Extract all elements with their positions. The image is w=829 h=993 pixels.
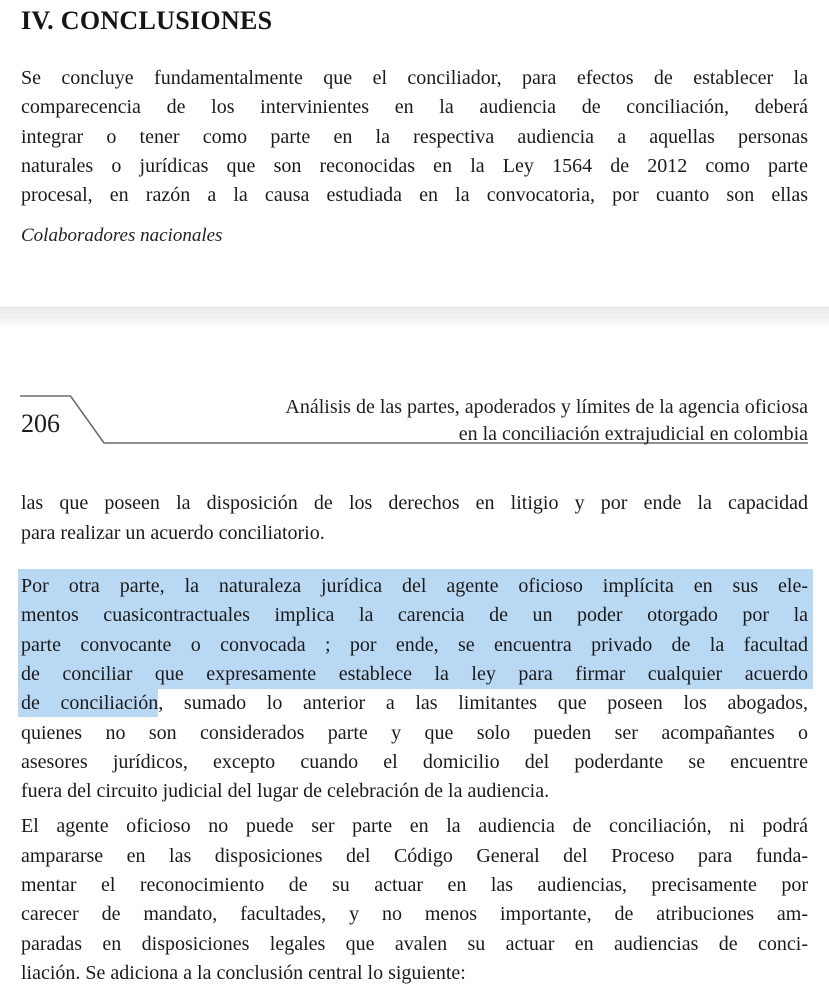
highlighted-text: de conciliación xyxy=(18,688,158,717)
text-line xyxy=(21,930,808,959)
highlighted-text: de conciliar que expresamente establece la ley para firmar cualquier acuerdo xyxy=(21,662,808,685)
text-line xyxy=(18,631,813,660)
page-scan-seam xyxy=(0,307,829,328)
text-line xyxy=(18,601,813,630)
text-segment: El agente oficioso no puede ser parte en la audiencia de conciliación, ni podrá xyxy=(21,815,808,838)
text-segment: ampararse en las disposiciones del Código General del Proceso para funda- xyxy=(21,844,808,867)
caption-colaboradores: Colaboradores nacionales xyxy=(21,225,223,247)
running-title xyxy=(285,394,808,447)
text-segment: para realizar un acuerdo conciliatorio. xyxy=(21,521,325,544)
text-line xyxy=(21,123,808,152)
text-line xyxy=(21,489,808,518)
text-line xyxy=(21,719,808,748)
text-line xyxy=(21,959,808,988)
text-segment: procesal, en razón a la causa estudiada en la convocatoria, por cuanto son ellas xyxy=(21,184,808,207)
text-line xyxy=(21,689,808,718)
text-segment: integrar o tener como parte en la respectiva audiencia a aquellas personas xyxy=(21,125,808,148)
page-number: 206 xyxy=(21,409,60,439)
text-segment: paradas en disposiciones legales que avalen su actuar en audiencias de conci- xyxy=(21,932,808,955)
text-segment: comparecencia de los intervinientes en la audiencia de conciliación, deberá xyxy=(21,96,808,119)
text-line xyxy=(18,569,813,601)
paragraph-continuation xyxy=(21,489,808,548)
running-header-block xyxy=(21,394,808,446)
text-segment: Se concluye fundamentalmente que el conciliador, para efectos de establecer la xyxy=(21,67,808,89)
highlighted-text: mentos cuasicontractuales implica la carencia de un poder otorgado por la xyxy=(21,604,808,627)
text-line xyxy=(21,519,808,548)
page-heading: IV. CONCLUSIONES xyxy=(21,6,273,35)
running-title-line1: Análisis de las partes, apoderados y límites de la agencia oficiosa xyxy=(285,396,808,419)
text-segment: naturales o jurídicas que son reconocidas en la Ley 1564 de 2012 como parte xyxy=(21,154,808,177)
text-line xyxy=(21,842,808,871)
text-segment: fuera del circuito judicial del lugar de celebración de la audiencia. xyxy=(21,780,550,803)
text-segment: liación. Se adiciona a la conclusión central lo siguiente: xyxy=(21,961,466,984)
text-segment: las que poseen la disposición de los derechos en litigio y por ende la capacidad xyxy=(21,492,808,515)
text-segment: asesores jurídicos, excepto cuando el domicilio del poderdante se encuentre xyxy=(21,750,808,773)
text-line xyxy=(21,777,808,806)
highlighted-text: parte convocante o convocada ; por ende, se encuentra privado de la facultad xyxy=(21,633,808,656)
text-line xyxy=(21,181,808,210)
text-segment: carecer de mandato, facultades, y no menos importante, de atribuciones am- xyxy=(21,903,808,926)
text-segment: quienes no son considerados parte y que solo pueden ser acompañantes o xyxy=(21,721,808,744)
text-segment: mentar el reconocimiento de su actuar en las audiencias, precisamente por xyxy=(21,874,808,897)
highlighted-text: Por otra parte, la naturaleza jurídica del agente oficioso implícita en sus ele- xyxy=(21,575,808,598)
text-line xyxy=(21,871,808,900)
text-line xyxy=(18,660,813,689)
text-line xyxy=(21,64,808,93)
paragraph-conclusion-intro xyxy=(21,64,808,210)
text-line xyxy=(21,812,808,841)
text-segment: , sumado lo anterior a las limitantes que poseen los abogados, xyxy=(158,692,808,715)
paragraph-agente-oficioso xyxy=(21,569,808,806)
text-line xyxy=(21,748,808,777)
text-line xyxy=(21,900,808,929)
text-line xyxy=(21,152,808,181)
text-line xyxy=(21,93,808,122)
running-title-line2: en la conciliación extrajudicial en colombia xyxy=(458,422,808,445)
paragraph-final xyxy=(21,812,808,988)
